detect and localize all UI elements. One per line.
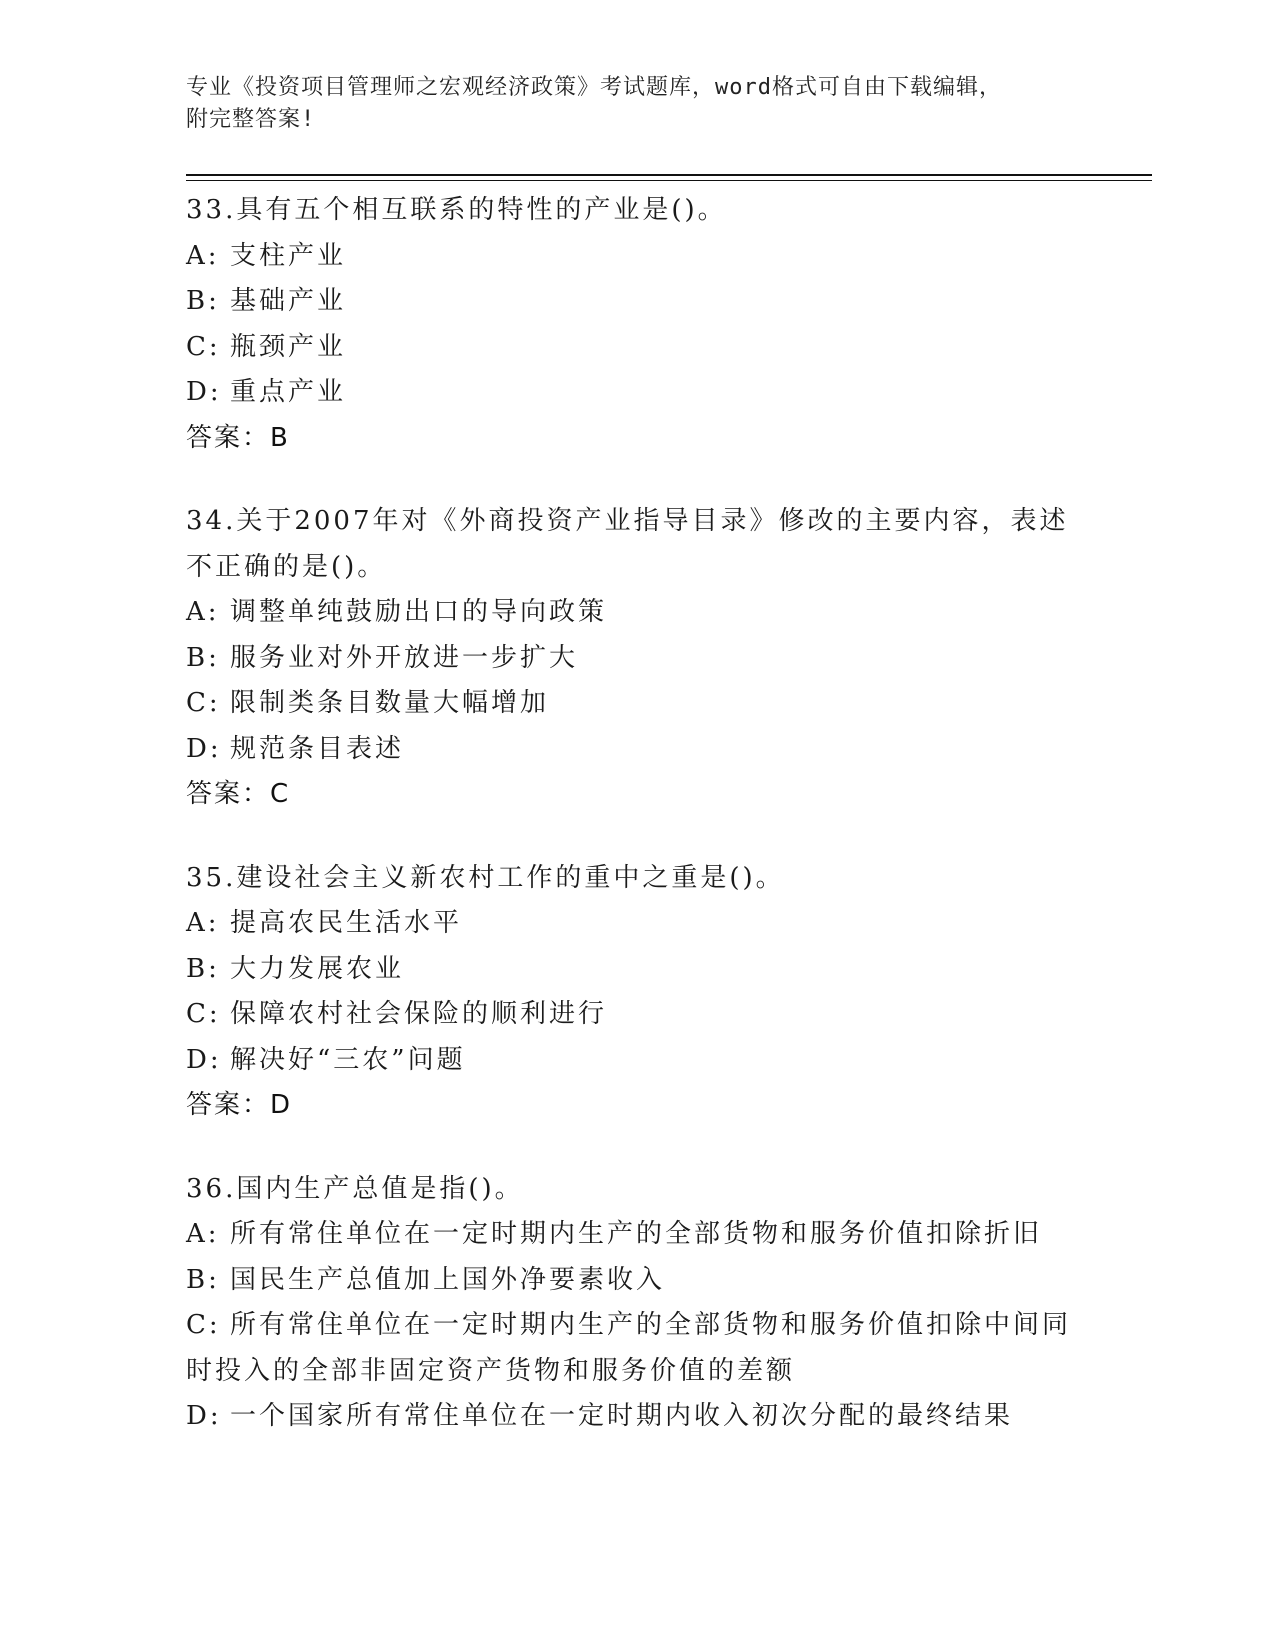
question-stem: 34.关于2007年对《外商投资产业指导目录》修改的主要内容，表述不正确的是()。 xyxy=(186,506,1069,582)
question-34 xyxy=(186,499,1086,818)
question-35 xyxy=(186,856,1086,1129)
option-b xyxy=(186,1258,1086,1304)
document-header xyxy=(186,72,1086,136)
option-text: 调整单纯鼓励出口的导向政策 xyxy=(230,597,608,627)
option-c xyxy=(186,681,1086,727)
option-text: 提高农民生活水平 xyxy=(230,908,463,938)
option-b xyxy=(186,279,1086,325)
option-a xyxy=(186,901,1086,947)
option-letter: C: xyxy=(186,1310,221,1340)
option-text: 基础产业 xyxy=(230,286,347,316)
option-letter: C: xyxy=(186,999,221,1029)
question-36 xyxy=(186,1167,1086,1440)
option-c xyxy=(186,325,1086,371)
option-text: 保障农村社会保险的顺利进行 xyxy=(230,999,608,1029)
option-text: 规范条目表述 xyxy=(230,733,405,764)
question-list xyxy=(186,188,1086,1478)
option-text: 支柱产业 xyxy=(230,240,347,271)
option-d xyxy=(186,1038,1086,1084)
header-divider-thick xyxy=(186,174,1152,176)
header-line-1: 专业《投资项目管理师之宏观经济政策》考试题库，word格式可自由下载编辑， xyxy=(186,75,1002,100)
option-d xyxy=(186,727,1086,773)
option-letter: D: xyxy=(186,733,222,764)
answer-line: 答案：B xyxy=(186,422,290,453)
option-text: 解决好“三农”问题 xyxy=(230,1044,466,1075)
option-text: 瓶颈产业 xyxy=(230,331,347,362)
option-letter: A: xyxy=(186,1219,220,1249)
option-text: 重点产业 xyxy=(230,377,347,407)
option-c xyxy=(186,1303,1086,1394)
option-a xyxy=(186,590,1086,636)
option-letter: A: xyxy=(186,908,220,938)
option-letter: B: xyxy=(186,286,220,316)
question-stem: 33.具有五个相互联系的特性的产业是()。 xyxy=(186,195,727,225)
option-letter: B: xyxy=(186,642,220,673)
option-text: 所有常住单位在一定时期内生产的全部货物和服务价值扣除折旧 xyxy=(230,1219,1043,1249)
option-letter: D: xyxy=(186,1044,222,1075)
option-text: 一个国家所有常住单位在一定时期内收入初次分配的最终结果 xyxy=(230,1401,1014,1431)
option-d xyxy=(186,1394,1086,1440)
answer-line: 答案：C xyxy=(186,779,291,809)
option-text: 国民生产总值加上国外净要素收入 xyxy=(230,1264,666,1295)
option-a xyxy=(186,1212,1086,1258)
option-text: 大力发展农业 xyxy=(230,953,405,984)
header-line-2: 附完整答案! xyxy=(186,107,316,132)
option-text: 服务业对外开放进一步扩大 xyxy=(230,642,579,673)
option-letter: D: xyxy=(186,1401,222,1431)
option-d xyxy=(186,370,1086,416)
option-b xyxy=(186,947,1086,993)
option-a xyxy=(186,234,1086,280)
option-c xyxy=(186,992,1086,1038)
option-letter: C: xyxy=(186,331,221,362)
answer-line: 答案：D xyxy=(186,1090,293,1120)
option-text: 限制类条目数量大幅增加 xyxy=(230,688,550,718)
option-letter: B: xyxy=(186,953,220,984)
question-stem: 36.国内生产总值是指()。 xyxy=(186,1173,524,1204)
question-stem: 35.建设社会主义新农村工作的重中之重是()。 xyxy=(186,862,785,893)
option-letter: C: xyxy=(186,688,221,718)
option-b xyxy=(186,636,1086,682)
option-letter: B: xyxy=(186,1264,220,1295)
option-letter: A: xyxy=(186,240,220,271)
question-33 xyxy=(186,188,1086,461)
option-text: 所有常住单位在一定时期内生产的全部货物和服务价值扣除中间同时投入的全部非固定资产货物和服务价值的差额 xyxy=(186,1310,1072,1386)
header-divider-thin xyxy=(186,180,1152,181)
option-letter: D: xyxy=(186,377,222,407)
option-letter: A: xyxy=(186,597,220,627)
